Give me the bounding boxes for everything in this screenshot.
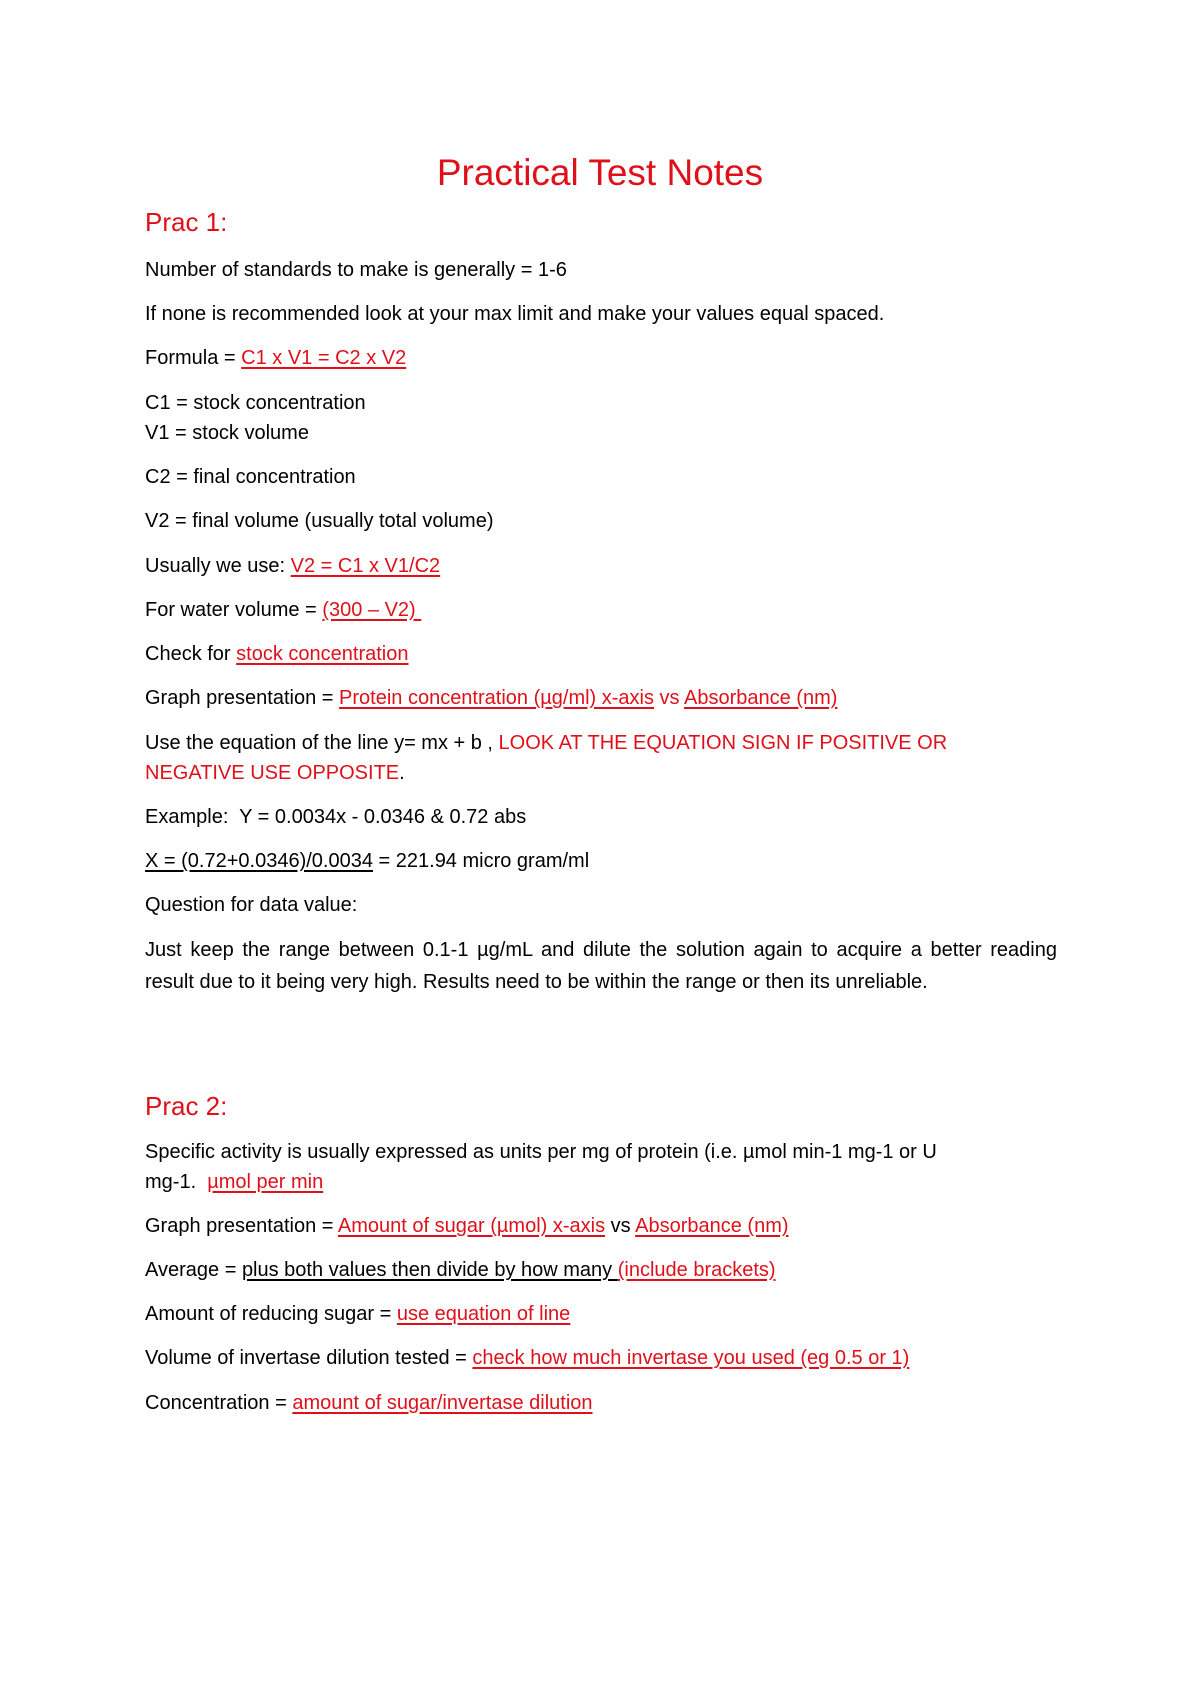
concentration-label: Concentration =	[145, 1392, 293, 1414]
prac2-heading: Prac 2:	[145, 1091, 228, 1121]
prac1-heading: Prac 1:	[145, 207, 228, 237]
c1-line: C1 = stock concentration	[145, 392, 366, 414]
x-calc-line	[145, 848, 589, 874]
question-line: Question for data value:	[145, 894, 358, 916]
specific-label: mg-1.	[145, 1171, 208, 1193]
concentration-value: amount of sugar/invertase dilution	[292, 1392, 593, 1414]
specific-unit: µmol per min	[207, 1171, 324, 1193]
usually-label: Usually we use:	[145, 555, 291, 577]
water-label: For water volume =	[145, 599, 323, 621]
equation-period: .	[399, 762, 405, 784]
check-label: Check for	[145, 643, 237, 665]
average-note: (include brackets)	[617, 1259, 776, 1281]
equation-warning-2: NEGATIVE USE OPPOSITE	[145, 762, 400, 784]
example-line: Example: Y = 0.0034x - 0.0346 & 0.72 abs	[145, 806, 527, 828]
average-line	[145, 1257, 776, 1283]
equation-warning-1: LOOK AT THE EQUATION SIGN IF POSITIVE OR	[498, 732, 948, 754]
formula-label: Formula =	[145, 347, 242, 369]
volume-line	[145, 1345, 909, 1371]
answer-paragraph: Just keep the range between 0.1-1 µg/mL and dilute the solution again to acquire a better reading result due to it being very high. Results need to be within the range or then its unreliable.	[145, 939, 1057, 993]
graph2-vs: vs	[605, 1215, 636, 1237]
graph-y-axis: Absorbance (nm)	[684, 687, 838, 709]
formula-value: C1 x V1 = C2 x V2	[241, 347, 407, 369]
v2-line: V2 = final volume (usually total volume)	[145, 510, 494, 532]
specific-line-1: Specific activity is usually expressed as units per mg of protein (i.e. µmol min-1 mg-1 or U	[145, 1141, 937, 1163]
reducing-sugar-line	[145, 1301, 570, 1327]
formula-line	[145, 345, 406, 371]
reducing-value: use equation of line	[396, 1303, 571, 1325]
usually-line	[145, 553, 440, 579]
average-label: Average =	[145, 1259, 242, 1281]
concentration-line	[145, 1390, 593, 1416]
equation-line-2	[145, 760, 405, 786]
equation-line	[145, 730, 947, 756]
graph2-y-axis: Absorbance (nm)	[635, 1215, 789, 1237]
graph2-label: Graph presentation =	[145, 1215, 338, 1237]
water-value: (300 – V2)	[322, 599, 422, 621]
equation-label: Use the equation of the line y= mx + b ,	[145, 732, 499, 754]
c2-line: C2 = final concentration	[145, 466, 356, 488]
graph-x-axis: Protein concentration (µg/ml) x-axis	[339, 687, 654, 709]
specific-line-2	[145, 1169, 323, 1195]
none-recommended-line: If none is recommended look at your max limit and make your values equal spaced.	[145, 303, 885, 325]
water-line	[145, 597, 421, 623]
graph-line-1	[145, 685, 837, 711]
page-title: Practical Test Notes	[436, 152, 764, 193]
usually-value: V2 = C1 x V1/C2	[290, 555, 441, 577]
x-result: = 221.94 micro gram/ml	[372, 850, 590, 872]
check-value: stock concentration	[236, 643, 409, 665]
volume-label: Volume of invertase dilution tested =	[145, 1347, 473, 1369]
volume-value: check how much invertase you used (eg 0.5 or 1)	[472, 1347, 910, 1369]
graph-label: Graph presentation =	[145, 687, 340, 709]
v1-line: V1 = stock volume	[145, 422, 309, 444]
graph-line-2	[145, 1213, 789, 1239]
standards-line: Number of standards to make is generally = 1-6	[145, 259, 567, 281]
graph2-x-axis: Amount of sugar (µmol) x-axis	[337, 1215, 606, 1237]
graph-vs: vs	[654, 687, 685, 709]
average-value: plus both values then divide by how many	[241, 1259, 618, 1281]
check-line	[145, 641, 408, 667]
reducing-label: Amount of reducing sugar =	[145, 1303, 397, 1325]
x-calc: X = (0.72+0.0346)/0.0034	[145, 850, 373, 872]
